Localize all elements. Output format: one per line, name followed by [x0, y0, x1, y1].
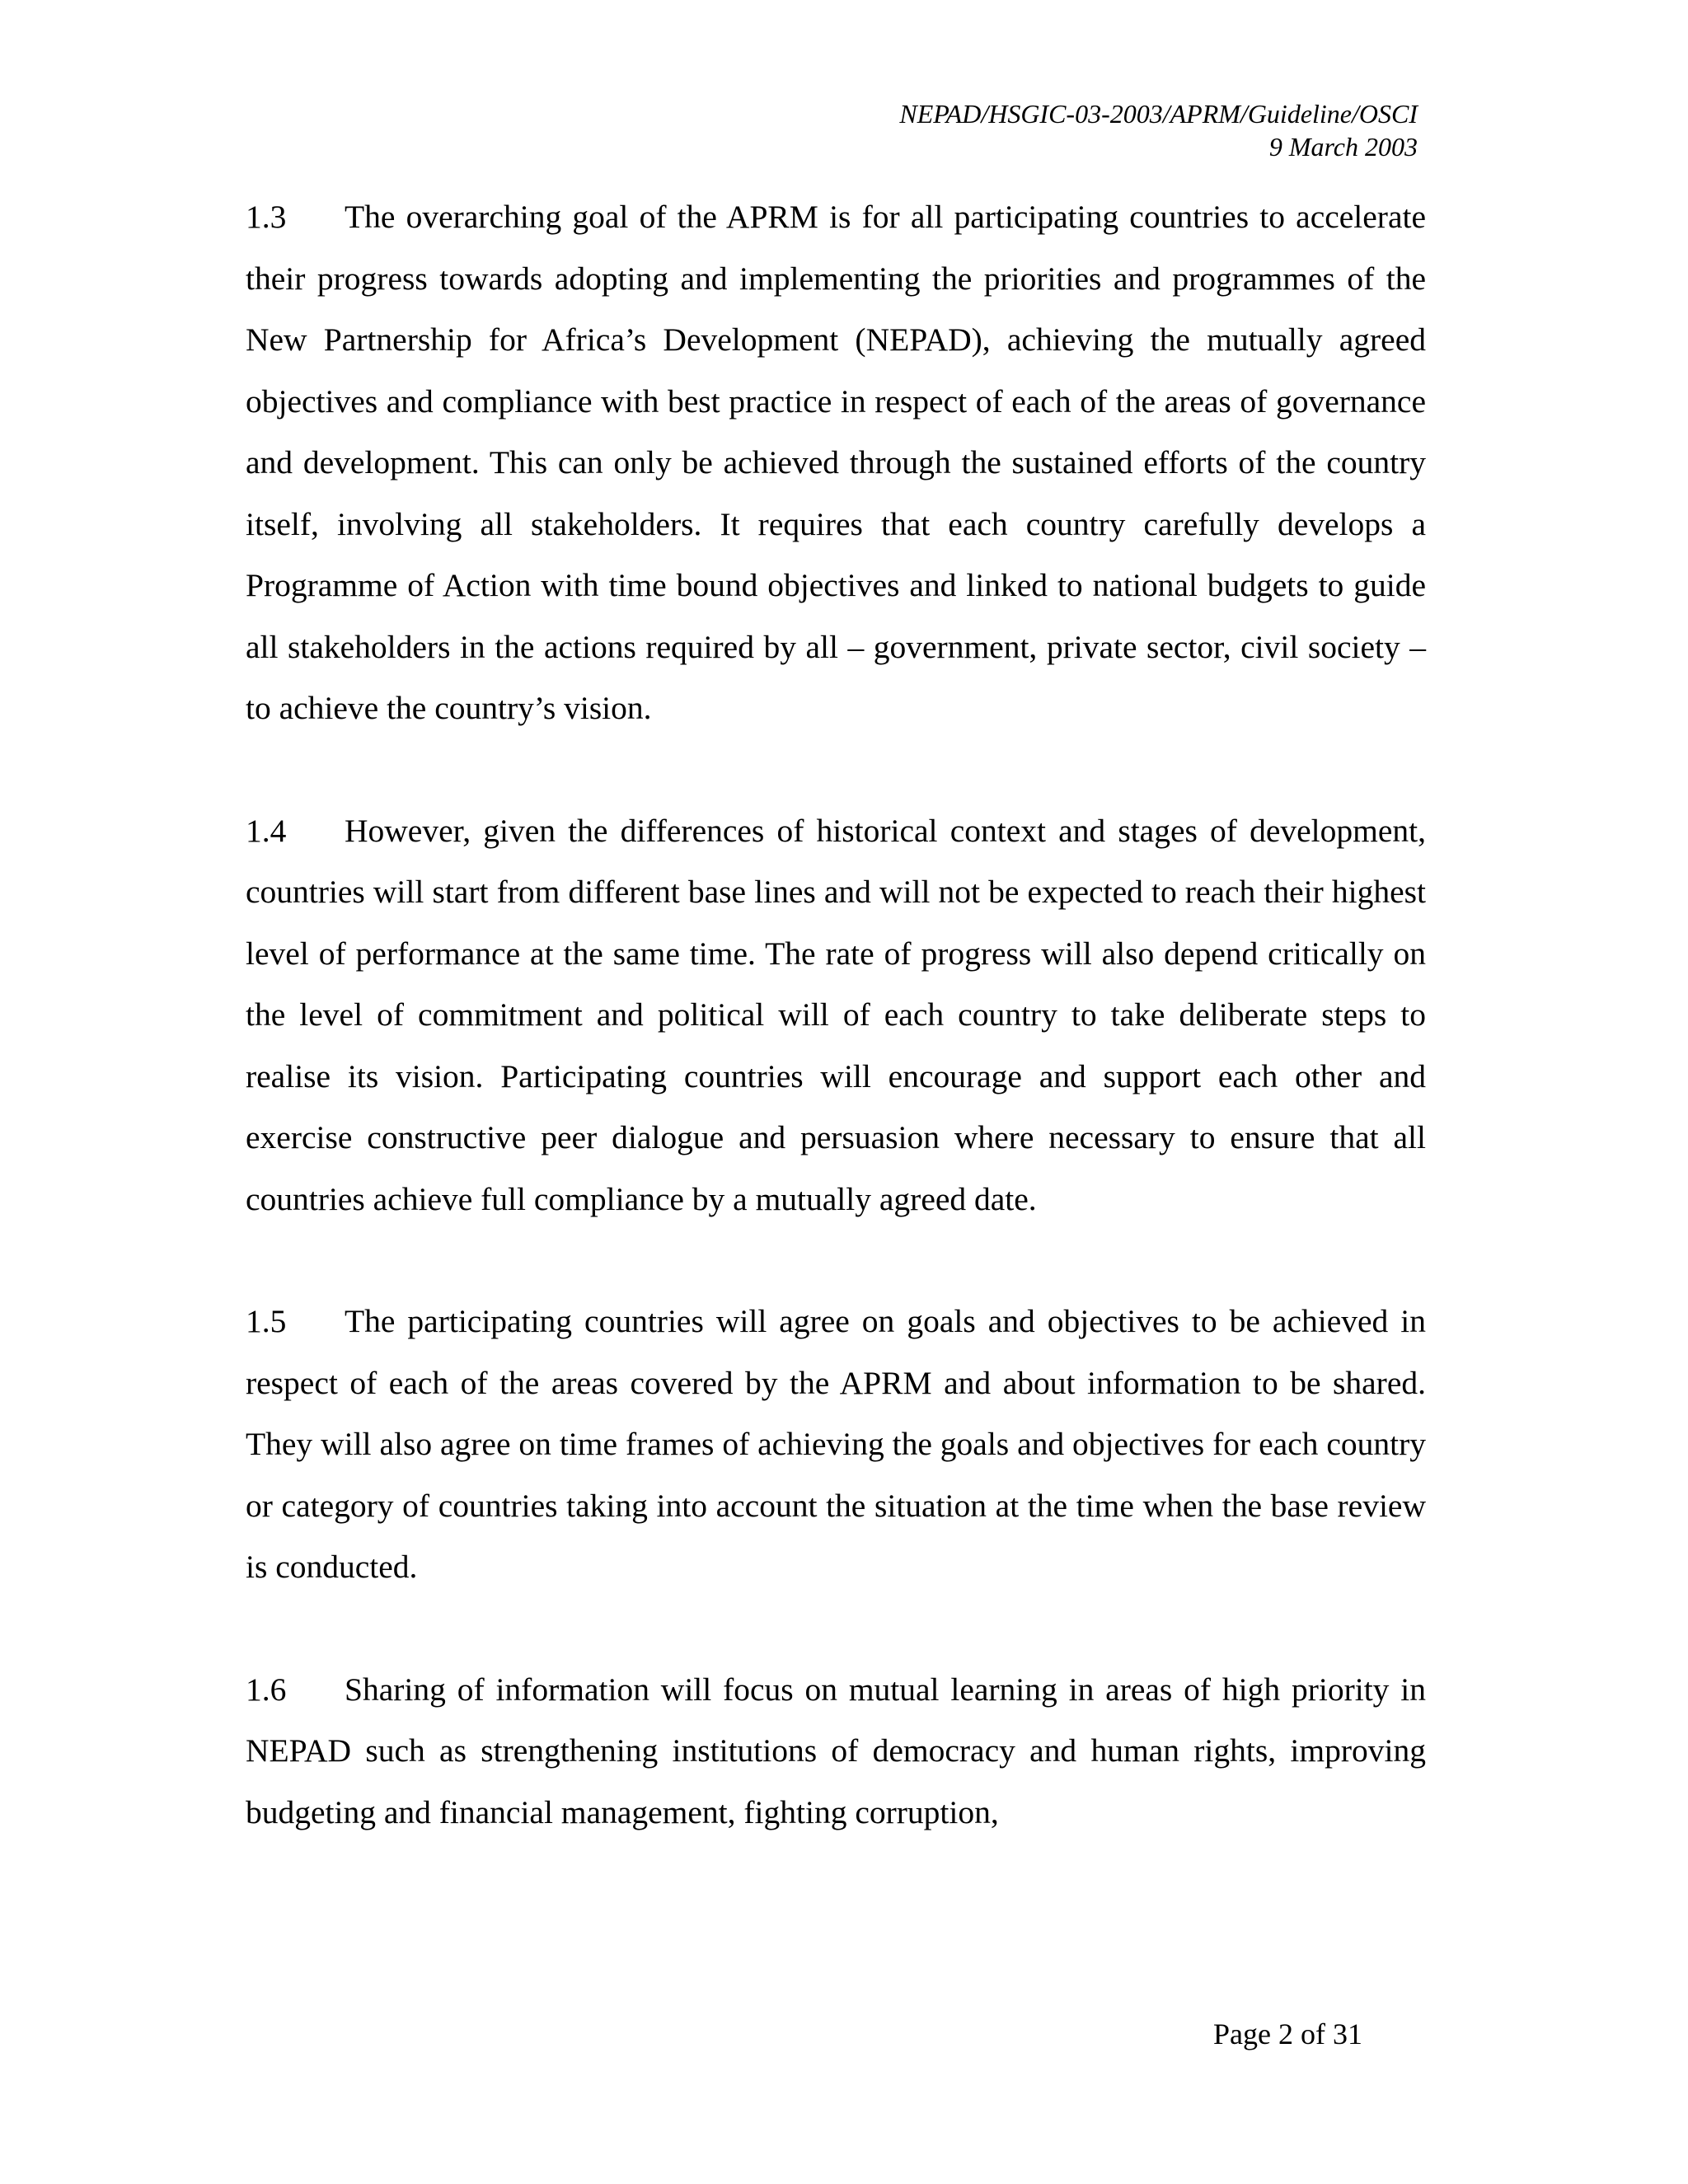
document-body — [246, 186, 1426, 1904]
document-date: 9 March 2003 — [1268, 132, 1418, 162]
paragraph-number: 1.6 — [246, 1671, 287, 1708]
paragraph-text: The overarching goal of the APRM is for all participating countries to accelerate their progress towards adopting and implementing the priorities and programmes of the New Partnership for Africa’s Development (NEPAD), achieving the mutually agreed objectives and compliance with best practice in respect of each of the areas of governance and development. This can only be achieved through the sustained efforts of the country itself, involving all stakeholders. It requires that each country carefully develops a Programme of Action with time bound objectives and linked to national budgets to guide all stakeholders in the actions required by all – government, private sector, civil society – to achieve the country’s vision. — [246, 199, 1426, 726]
paragraph-number: 1.4 — [246, 812, 287, 849]
paragraph-1-3 — [246, 186, 1426, 739]
document-reference: NEPAD/HSGIC-03-2003/APRM/Guideline/OSCI — [899, 99, 1418, 129]
document-header — [899, 97, 1418, 163]
paragraph-text: Sharing of information will focus on mutual learning in areas of high priority in NEPAD such as strengthening institutions of democracy and human rights, improving budgeting and financial management, fighting corruption, — [246, 1671, 1426, 1830]
paragraph-1-6 — [246, 1659, 1426, 1844]
paragraph-text: However, given the differences of historical context and stages of development, countries will start from different base lines and will not be expected to reach their highest level of performance at the same time. The rate of progress will also depend critically on the level of commitment and political will of each country to take deliberate steps to realise its vision. Participating countries will encourage and support each other and exercise constructive peer dialogue and persuasion where necessary to ensure that all countries achieve full compliance by a mutually agreed date. — [246, 812, 1426, 1217]
paragraph-number: 1.3 — [246, 199, 287, 235]
page-number: Page 2 of 31 — [1213, 2018, 1362, 2050]
paragraph-text: The participating countries will agree on goals and objectives to be achieved in respect of each of the areas covered by the APRM and about information to be shared. They will also agree on time frames of achieving the goals and objectives for each country or category of countries taking into account the situation at the time when the base review is conducted. — [246, 1303, 1426, 1585]
paragraph-1-5 — [246, 1291, 1426, 1598]
paragraph-1-4 — [246, 800, 1426, 1230]
paragraph-number: 1.5 — [246, 1303, 287, 1339]
